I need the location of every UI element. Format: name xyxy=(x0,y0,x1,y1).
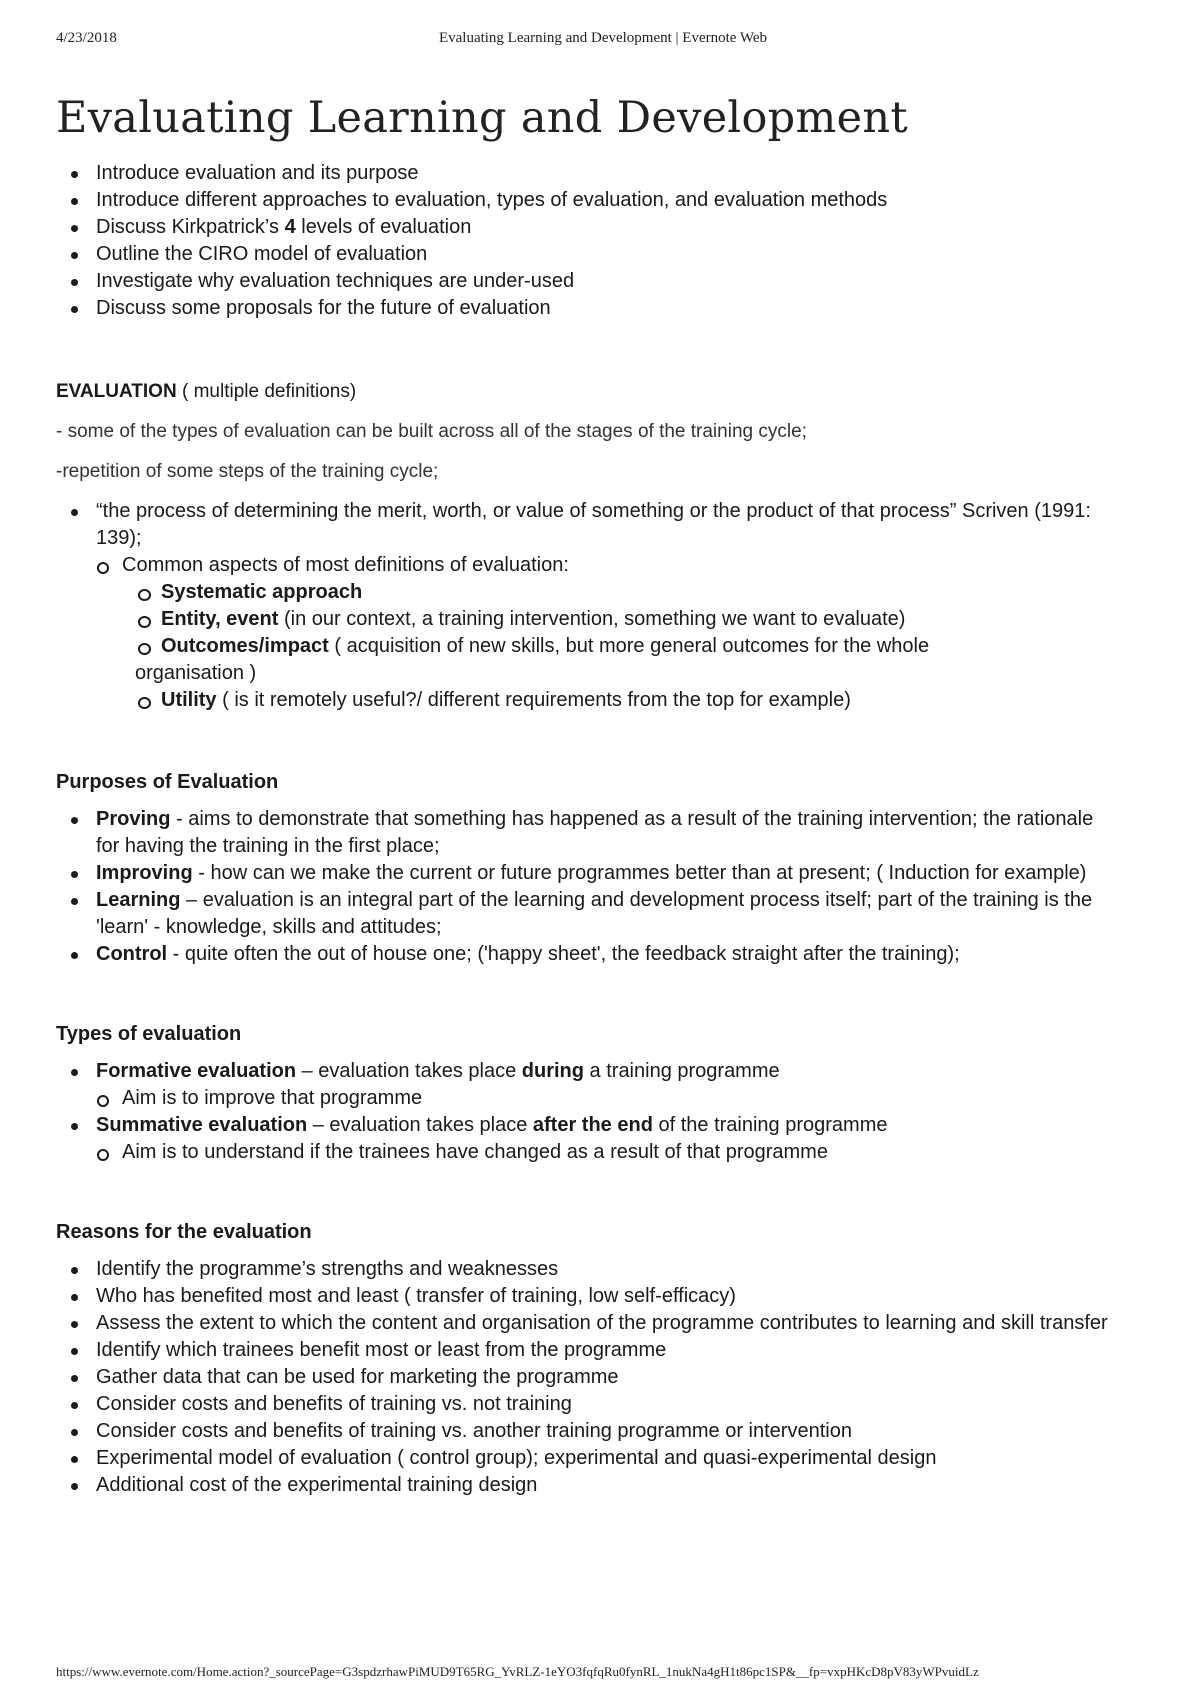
list-item: Common aspects of most definitions of evaluation: xyxy=(56,552,1156,579)
reasons-heading: Reasons for the evaluation xyxy=(56,1221,312,1243)
list-item: Consider costs and benefits of training vs. not training xyxy=(56,1391,1116,1418)
list-item: Discuss some proposals for the future of evaluation xyxy=(56,295,1156,322)
type-emphasis: after the end xyxy=(532,1114,653,1136)
list-item xyxy=(56,887,1116,941)
type-desc: – evaluation takes place xyxy=(307,1114,533,1136)
evaluation-definition-list xyxy=(56,498,1156,552)
purposes-heading: Purposes of Evaluation xyxy=(56,771,279,793)
formative-aim-list xyxy=(56,1085,1156,1112)
types-list-summative xyxy=(56,1112,1156,1139)
list-item: Aim is to improve that programme xyxy=(56,1085,1156,1112)
list-item: Experimental model of evaluation ( control group); experimental and quasi-experimental design xyxy=(56,1445,1116,1472)
list-item: Assess the extent to which the content and organisation of the programme contributes to learning and skill transfer xyxy=(56,1310,1116,1337)
list-item: Aim is to understand if the trainees have changed as a result of that programme xyxy=(56,1139,1156,1166)
aspect-term: Outcomes/impact xyxy=(161,635,329,657)
purpose-term: Learning xyxy=(96,889,181,911)
list-item xyxy=(56,1112,1156,1139)
list-item: Introduce different approaches to evaluation, types of evaluation, and evaluation methods xyxy=(56,187,1156,214)
list-item: Discuss Kirkpatrick’s 4 levels of evaluation xyxy=(56,214,1156,241)
print-page-title: Evaluating Learning and Development | Evernote Web xyxy=(438,30,768,46)
purpose-term: Improving xyxy=(96,862,193,884)
list-item xyxy=(56,941,1116,968)
reasons-list xyxy=(56,1256,1156,1499)
list-item xyxy=(56,1058,1156,1085)
aspect-term: Entity, event xyxy=(161,608,279,630)
evaluation-heading-suffix: ( multiple definitions) xyxy=(176,381,357,402)
list-item: “the process of determining the merit, worth, or value of something or the product of that process” Scriven (1991: 139); xyxy=(56,498,1156,552)
list-item: Additional cost of the experimental training design xyxy=(56,1472,1116,1499)
list-item: Identify the programme’s strengths and weaknesses xyxy=(56,1256,1116,1283)
aspects-intro-list xyxy=(56,552,1156,579)
purpose-desc: - aims to demonstrate that something has happened as a result of the training intervention; the rationale for having the training in the first place; xyxy=(96,808,1094,857)
list-item: Investigate why evaluation techniques are under-used xyxy=(56,268,1156,295)
evaluation-note-2: -repetition of some steps of the training cycle; xyxy=(56,461,439,482)
list-item: Introduce evaluation and its purpose xyxy=(56,160,1156,187)
type-term: Formative evaluation xyxy=(96,1060,297,1082)
purposes-list xyxy=(56,806,1156,968)
summative-aim-list xyxy=(56,1139,1156,1166)
evaluation-heading-label: EVALUATION xyxy=(56,381,177,402)
print-footer-url: https://www.evernote.com/Home.action?_sourcePage=G3spdzrhawPiMUD9T65RG_YvRLZ-1eYO3fqfqRu0fynRL_1nukNa4gH1t86pc1SP&__fp=vxpHKcD8pV83yWPvuidLz xyxy=(56,1664,979,1679)
aspect-desc: (in our context, a training intervention, something we want to evaluate) xyxy=(278,608,906,630)
aspect-desc-continued: organisation ) xyxy=(135,662,257,684)
aspect-term: Utility xyxy=(161,689,217,711)
purpose-term: Proving xyxy=(96,808,171,830)
print-header xyxy=(56,30,1150,52)
list-item: Consider costs and benefits of training vs. another training programme or intervention xyxy=(56,1418,1116,1445)
aspects-list xyxy=(56,579,1156,714)
list-item xyxy=(56,579,1156,606)
note-content xyxy=(56,88,1156,1499)
list-item xyxy=(56,806,1116,860)
types-list xyxy=(56,1058,1156,1085)
type-desc: – evaluation takes place xyxy=(296,1060,522,1082)
type-term: Summative evaluation xyxy=(96,1114,308,1136)
list-item xyxy=(56,687,1156,714)
note-title: Evaluating Learning and Development xyxy=(56,93,908,143)
list-item: Identify which trainees benefit most or least from the programme xyxy=(56,1337,1116,1364)
list-item xyxy=(56,606,1156,633)
type-desc: a training programme xyxy=(583,1060,780,1082)
evaluation-heading xyxy=(56,378,1156,406)
list-item: Who has benefited most and least ( transfer of training, low self-efficacy) xyxy=(56,1283,1116,1310)
aspect-term: Systematic approach xyxy=(161,581,363,603)
print-date: 4/23/2018 xyxy=(56,30,117,46)
list-item: Gather data that can be used for marketing the programme xyxy=(56,1364,1116,1391)
type-desc: of the training programme xyxy=(652,1114,888,1136)
aspect-desc: ( is it remotely useful?/ different requirements from the top for example) xyxy=(216,689,851,711)
purpose-term: Control xyxy=(96,943,168,965)
aspect-desc: ( acquisition of new skills, but more general outcomes for the whole xyxy=(328,635,930,657)
list-item xyxy=(56,633,1156,687)
type-emphasis: during xyxy=(521,1060,584,1082)
types-heading: Types of evaluation xyxy=(56,1023,242,1045)
list-item: Outline the CIRO model of evaluation xyxy=(56,241,1156,268)
objectives-list xyxy=(56,160,1156,322)
purpose-desc: – evaluation is an integral part of the learning and development process itself; part of the training is the 'learn' - knowledge, skills and attitudes; xyxy=(96,889,1093,938)
evaluation-note-1: - some of the types of evaluation can be built across all of the stages of the training cycle; xyxy=(56,421,807,442)
purpose-desc: - quite often the out of house one; ('happy sheet', the feedback straight after the training); xyxy=(167,943,960,965)
purpose-desc: - how can we make the current or future programmes better than at present; ( Induction for example) xyxy=(192,862,1087,884)
list-item xyxy=(56,860,1116,887)
